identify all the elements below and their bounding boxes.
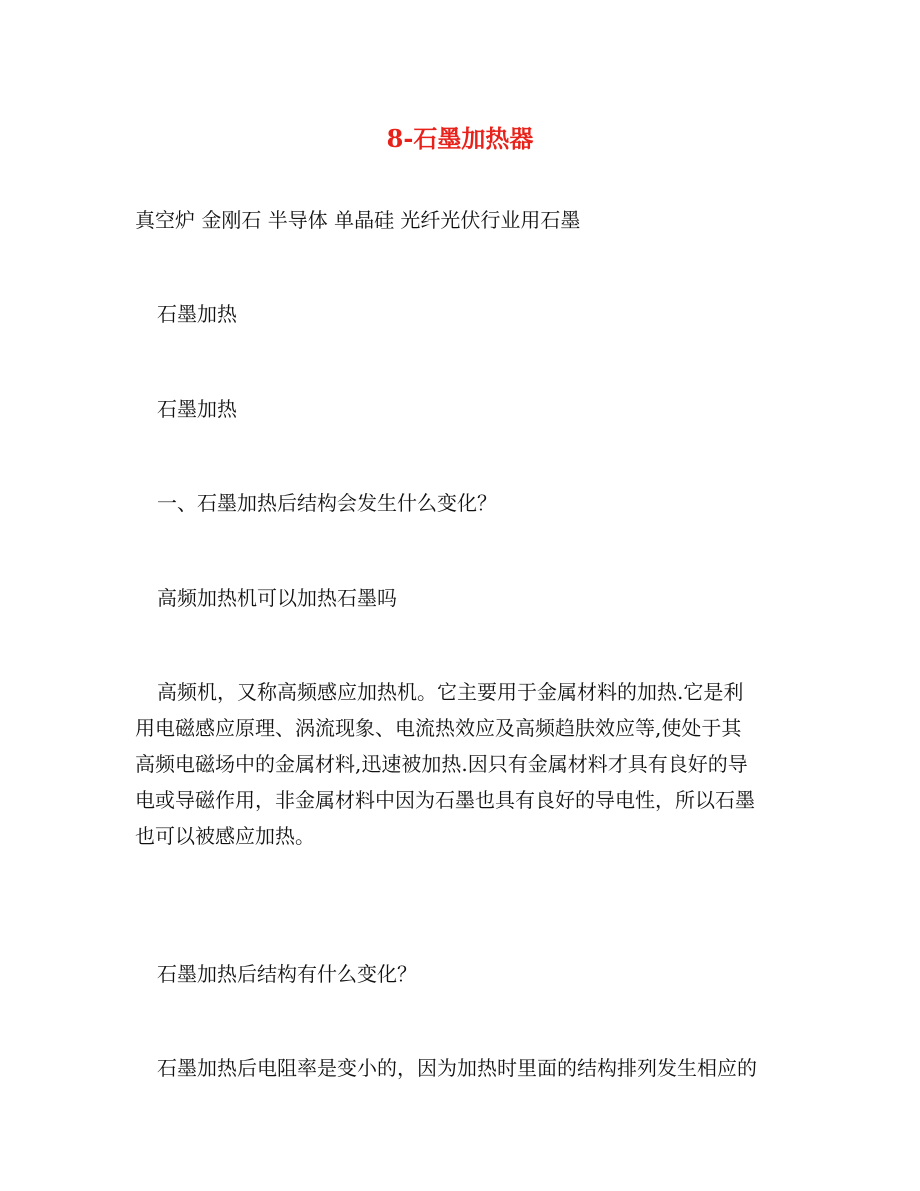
question-heading: 石墨加热后结构有什么变化？ [157, 962, 417, 986]
paragraph-line: 也可以被感应加热。 [135, 824, 315, 848]
question-heading: 高频加热机可以加热石墨吗 [157, 586, 397, 610]
paragraph-line: 高频电磁场中的金属材料,迅速被加热.因只有金属材料才具有良好的导 [135, 752, 748, 776]
document-title: 8-石墨加热器 [386, 124, 534, 153]
section-heading: 石墨加热 [157, 397, 237, 421]
section-heading: 石墨加热 [157, 302, 237, 326]
paragraph-2: 石墨加热后电阻率是变小的，因为加热时里面的结构排列发生相应的 [157, 1056, 757, 1080]
paragraph-line: 电或导磁作用，非金属材料中因为石墨也具有良好的导电性，所以石墨 [135, 788, 755, 812]
keywords-line: 真空炉 金刚石 半导体 单晶硅 光纤光伏行业用石墨 [135, 208, 581, 232]
question-heading: 一、石墨加热后结构会发生什么变化？ [157, 491, 497, 515]
paragraph-line: 高频机，又称高频感应加热机。它主要用于金属材料的加热.它是利 [157, 680, 744, 704]
paragraph-line: 用电磁感应原理、涡流现象、电流热效应及高频趋肤效应等,使处于其 [135, 716, 742, 740]
paragraph-1 [135, 674, 790, 854]
